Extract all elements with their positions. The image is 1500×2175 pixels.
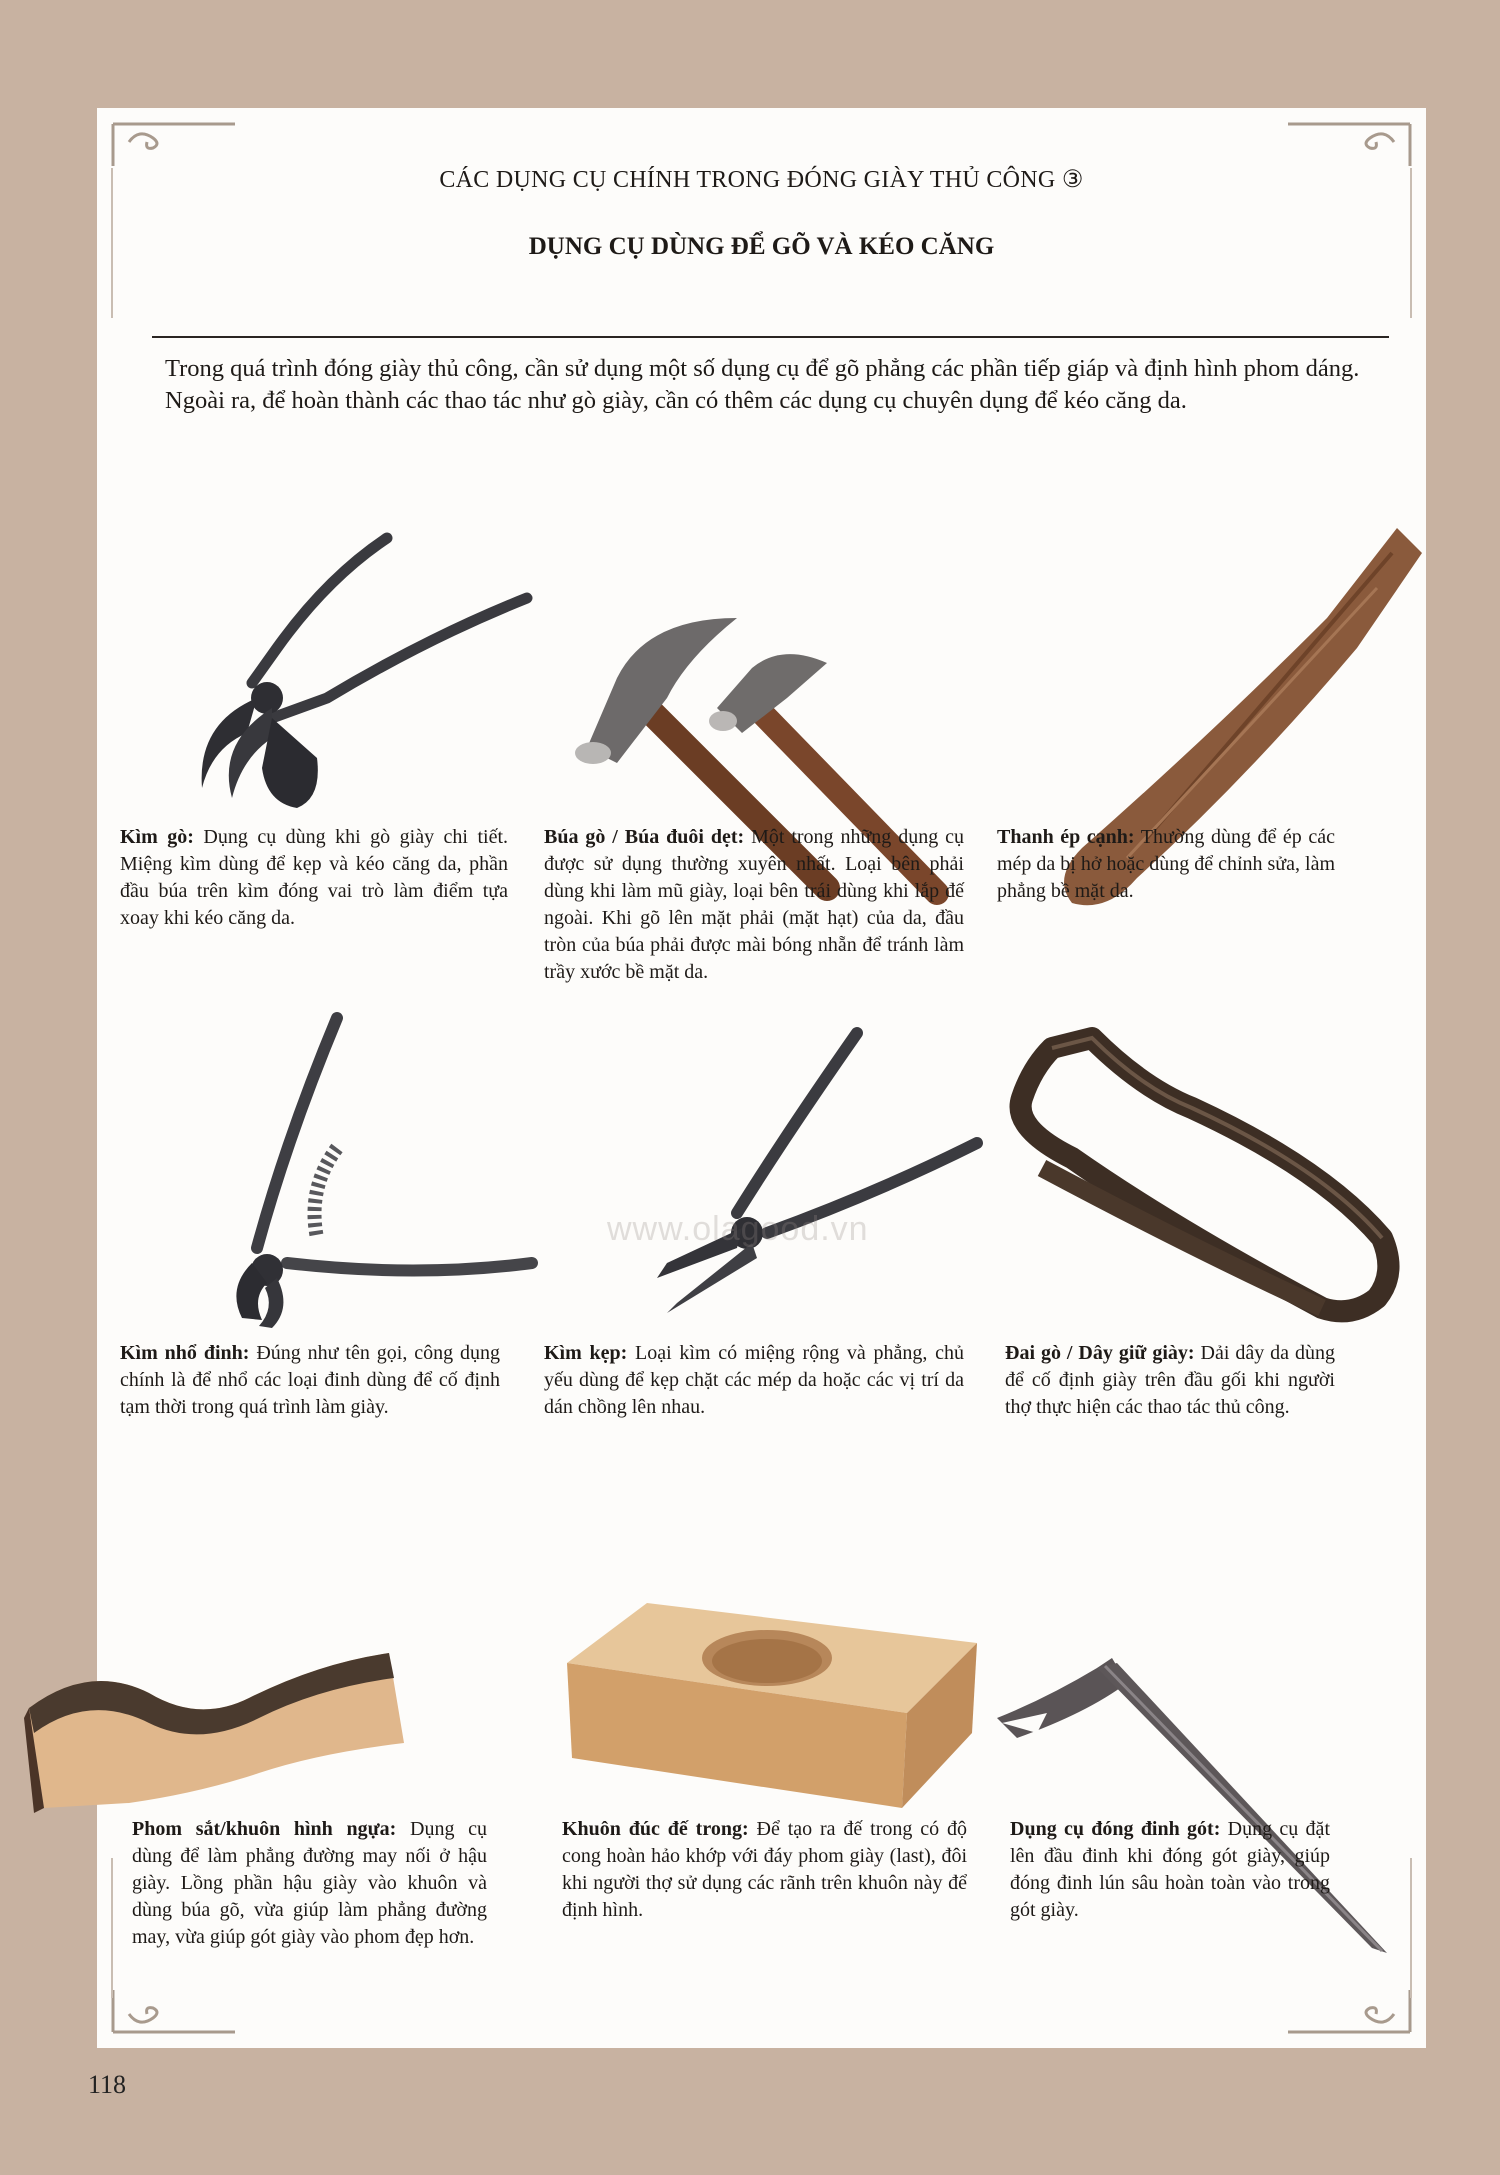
section-supertitle: CÁC DỤNG CỤ CHÍNH TRONG ĐÓNG GIÀY THỦ CÔNG ③ [439, 167, 1084, 193]
tool-caption-9 [1010, 1816, 1330, 1924]
tool-desc-9: Dụng cụ đặt lên đầu đinh khi đóng gót giày, giúp đóng đinh lún sâu hoàn toàn vào trong gót giày. [1010, 1818, 1330, 1921]
tool-desc-6: Dải dây da dùng để cố định giày trên đầu gối khi người thợ thực hiện các thao tác thủ công. [1005, 1342, 1335, 1418]
ornament-bottom-right-icon [1284, 1986, 1414, 2036]
tool-caption-4 [120, 1340, 500, 1421]
intro-paragraph: Trong quá trình đóng giày thủ công, cần sử dụng một số dụng cụ để gõ phẳng các phần tiếp giáp và định hình phom dáng. Ngoài ra, để hoàn thành các thao tác như gò giày, cần có thêm các dụng cụ chuyên dụng để kéo căng da. [165, 355, 1360, 414]
title-divider [152, 336, 1389, 338]
ornament-bottom-left-icon [109, 1986, 239, 2036]
tool-name-9: Dụng cụ đóng đinh gót: [1010, 1818, 1221, 1840]
tool-caption-1 [120, 824, 508, 932]
tool-desc-3: Thường dùng để ép các mép da bị hở hoặc dùng để chỉnh sửa, làm phẳng bề mặt da. [997, 826, 1335, 902]
tool-caption-3 [997, 824, 1335, 905]
tool-desc-1: Dụng cụ dùng khi gò giày chi tiết. Miệng kìm dùng để kẹp và kéo căng da, phần đầu búa trên kìm đóng vai trò làm điểm tựa xoay khi kéo căng da. [120, 826, 509, 929]
insole-mold-icon [557, 1583, 977, 1823]
page-title: DỤNG CỤ DÙNG ĐỂ GÕ VÀ KÉO CĂNG [528, 233, 995, 260]
tool-name-6: Đai gò / Dây giữ giày: [1005, 1342, 1195, 1364]
tool-caption-8 [562, 1816, 967, 1924]
watermark: www.olagood.vn [607, 1210, 869, 1248]
tool-caption-5 [544, 1340, 964, 1421]
horse-last-icon [29, 1623, 479, 1823]
ornament-top-right-icon [1284, 120, 1414, 170]
tool-desc-4: Đúng như tên gọi, công dụng chính là để nhổ các loại đinh dùng để cố định tạm thời trong quá trình làm giày. [120, 1342, 500, 1418]
tool-name-2: Búa gò / Búa đuôi dẹt: [544, 826, 745, 848]
tool-name-1: Kìm gò: [120, 826, 194, 848]
page-number: 118 [88, 2070, 127, 2099]
tool-caption-6 [1005, 1340, 1335, 1421]
tool-caption-2 [544, 824, 964, 986]
tool-name-8: Khuôn đúc đế trong: [562, 1818, 749, 1840]
tool-name-4: Kìm nhổ đinh: [120, 1342, 250, 1364]
tool-name-5: Kìm kẹp: [544, 1342, 628, 1364]
tool-name-3: Thanh ép cạnh: [997, 826, 1135, 848]
tool-desc-2: Một trong những dụng cụ được sử dụng thường xuyên nhất. Loại bên phải dùng khi làm mũ giày, loại bên trái dùng khi lắp đế ngoài. Khi gõ lên mặt phải (mặt hạt) của da, đầu tròn của búa phải được mài bóng nhẵn để tránh làm trầy xước bề mặt da. [544, 826, 965, 983]
tool-name-7: Phom sắt/khuôn hình ngựa: [132, 1818, 397, 1840]
ornament-top-left-icon [109, 120, 239, 170]
frame-line-left-bottom [111, 1858, 113, 1998]
tool-caption-7 [132, 1816, 487, 1951]
tool-desc-8: Để tạo ra đế trong có độ cong hoàn hảo khớp với đáy phom giày (last), đôi khi người thợ sử dụng các rãnh trên khuôn này để định hình. [562, 1818, 967, 1921]
page-sheet [97, 108, 1426, 2048]
tool-desc-5: Loại kìm có miệng rộng và phẳng, chủ yếu dùng để kẹp chặt các mép da hoặc các vị trí da dán chồng lên nhau. [544, 1342, 965, 1418]
frame-line-right-bottom [1410, 1858, 1412, 1998]
tool-desc-7: Dụng cụ dùng để làm phẳng đường may nối ở hậu giày. Lồng phần hậu giày vào khuôn và dùng búa gõ, vừa giúp làm phẳng đường may, vừa giúp gót giày vào phom đẹp hơn. [132, 1818, 488, 1948]
